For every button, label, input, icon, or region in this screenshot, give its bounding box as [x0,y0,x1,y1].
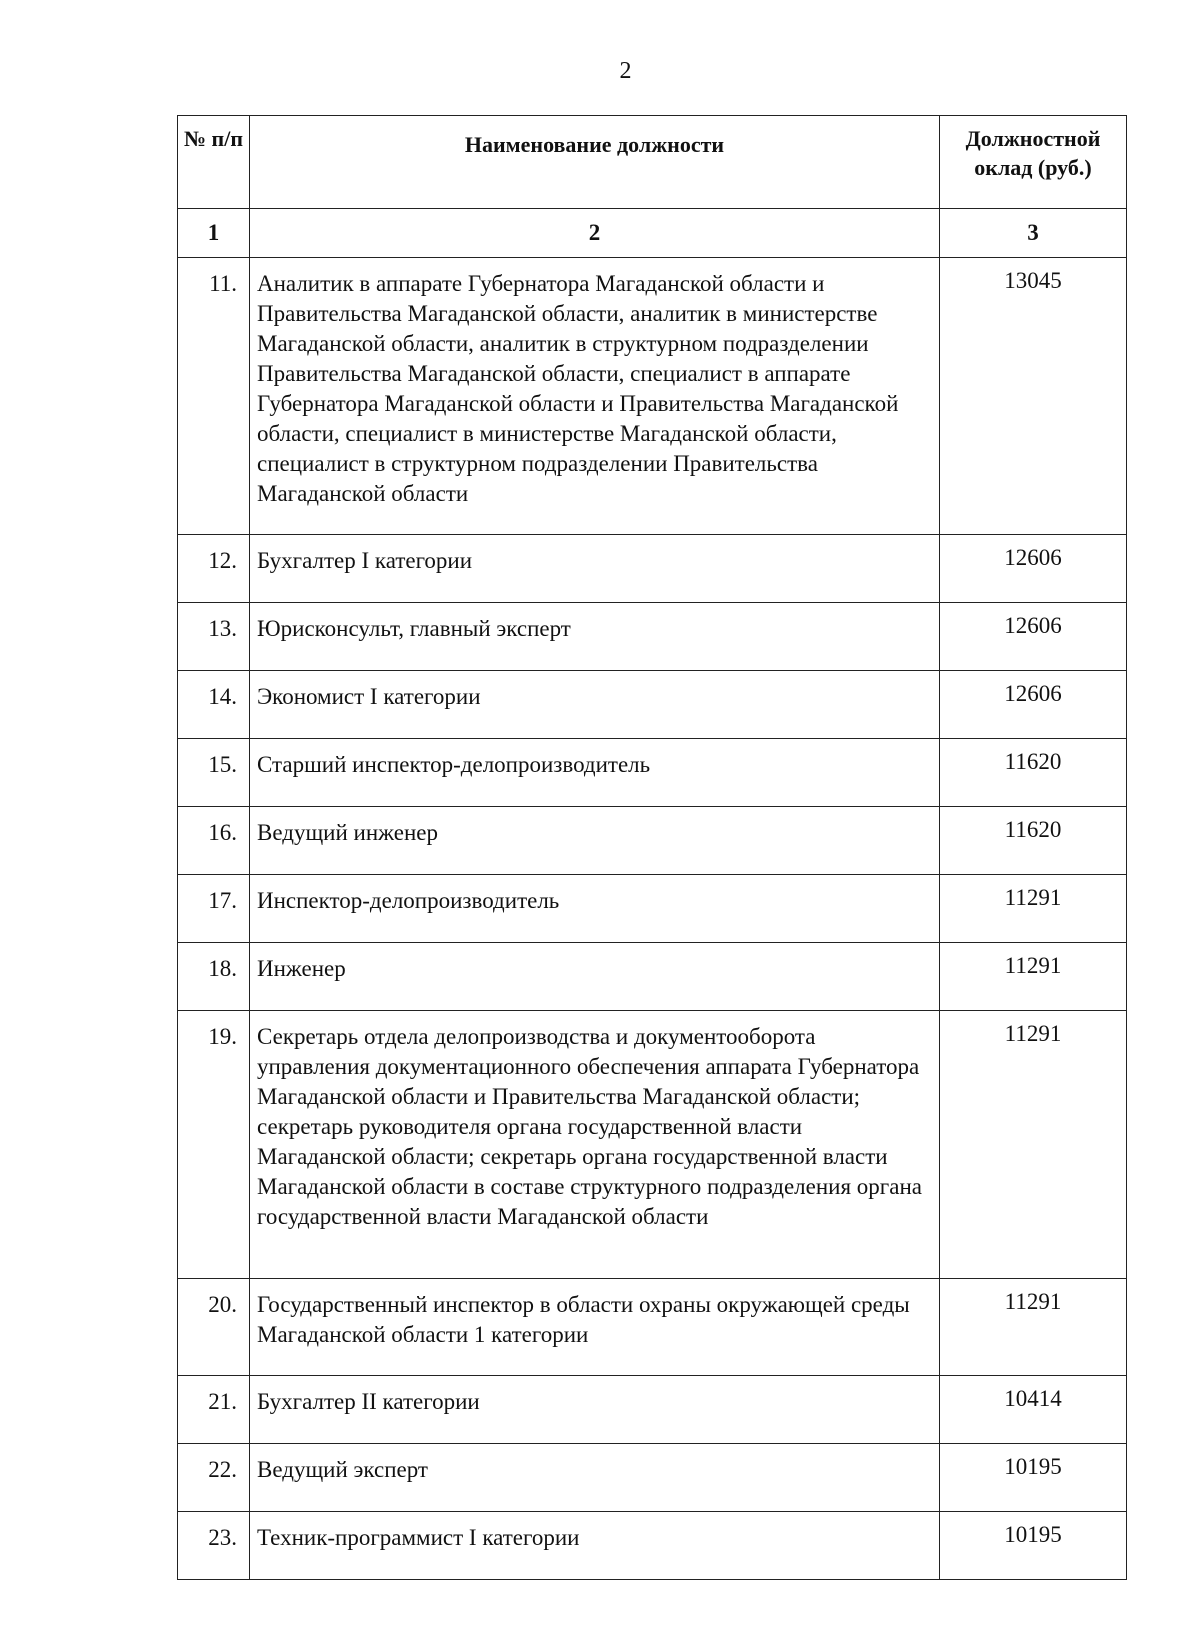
page-number: 2 [619,58,632,84]
header-salary: Должностной оклад (руб.) [940,116,1127,209]
row-number: 13. [178,603,250,671]
position-name: Техник-программист I категории [250,1512,940,1580]
row-number: 14. [178,671,250,739]
salary-value: 11291 [940,1279,1127,1376]
position-name: Инспектор-делопроизводитель [250,875,940,943]
row-number: 16. [178,807,250,875]
table-row [178,671,1127,739]
position-name: Бухгалтер II категории [250,1376,940,1444]
position-name: Юрисконсульт, главный эксперт [250,603,940,671]
salary-value: 11620 [940,739,1127,807]
table-row [178,603,1127,671]
row-number: 15. [178,739,250,807]
table-row [178,807,1127,875]
row-number: 17. [178,875,250,943]
table-row [178,1376,1127,1444]
position-name: Старший инспектор-делопроизводитель [250,739,940,807]
table-row [178,875,1127,943]
salary-table [177,115,1127,1580]
position-name: Бухгалтер I категории [250,535,940,603]
table-row [178,535,1127,603]
header-number: № п/п [178,116,250,209]
row-number: 19. [178,1011,250,1279]
table-row [178,258,1127,535]
row-number: 21. [178,1376,250,1444]
salary-value: 12606 [940,671,1127,739]
salary-value: 13045 [940,258,1127,535]
salary-value: 11620 [940,807,1127,875]
position-name: Инженер [250,943,940,1011]
row-number: 22. [178,1444,250,1512]
position-name: Ведущий эксперт [250,1444,940,1512]
row-number: 23. [178,1512,250,1580]
column-index-1: 1 [178,209,250,258]
position-name: Ведущий инженер [250,807,940,875]
salary-value: 10195 [940,1512,1127,1580]
column-index-2: 2 [250,209,940,258]
salary-value: 10195 [940,1444,1127,1512]
table-row [178,739,1127,807]
table-row [178,943,1127,1011]
column-index-3: 3 [940,209,1127,258]
row-number: 11. [178,258,250,535]
table-row [178,1011,1127,1279]
position-name: Аналитик в аппарате Губернатора Магаданской области и Правительства Магаданской области, аналитик в министерстве Магаданской области, аналитик в структурном подразделении Правительства Магаданской области, специалист в аппарате Губернатора Магаданской области и Правительства Магаданской области, специалист в министерстве Магаданской области, специалист в структурном подразделении Правительства Магаданской области [250,258,940,535]
row-number: 18. [178,943,250,1011]
salary-value: 12606 [940,603,1127,671]
salary-value: 11291 [940,1011,1127,1279]
position-name: Государственный инспектор в области охраны окружающей среды Магаданской области 1 категории [250,1279,940,1376]
salary-value: 10414 [940,1376,1127,1444]
table-row [178,1512,1127,1580]
row-number: 20. [178,1279,250,1376]
row-number: 12. [178,535,250,603]
position-name: Секретарь отдела делопроизводства и документооборота управления документационного обеспечения аппарата Губернатора Магаданской области и Правительства Магаданской области; секретарь руководителя органа государственной власти Магаданской области; секретарь органа государственной власти Магаданской области в составе структурного подразделения органа государственной власти Магаданской области [250,1011,940,1279]
table-header-row [178,116,1127,209]
header-position-name: Наименование должности [250,116,940,209]
table-row [178,1279,1127,1376]
position-name: Экономист I категории [250,671,940,739]
salary-value: 11291 [940,943,1127,1011]
salary-value: 12606 [940,535,1127,603]
column-index-row [178,209,1127,258]
table-row [178,1444,1127,1512]
salary-value: 11291 [940,875,1127,943]
